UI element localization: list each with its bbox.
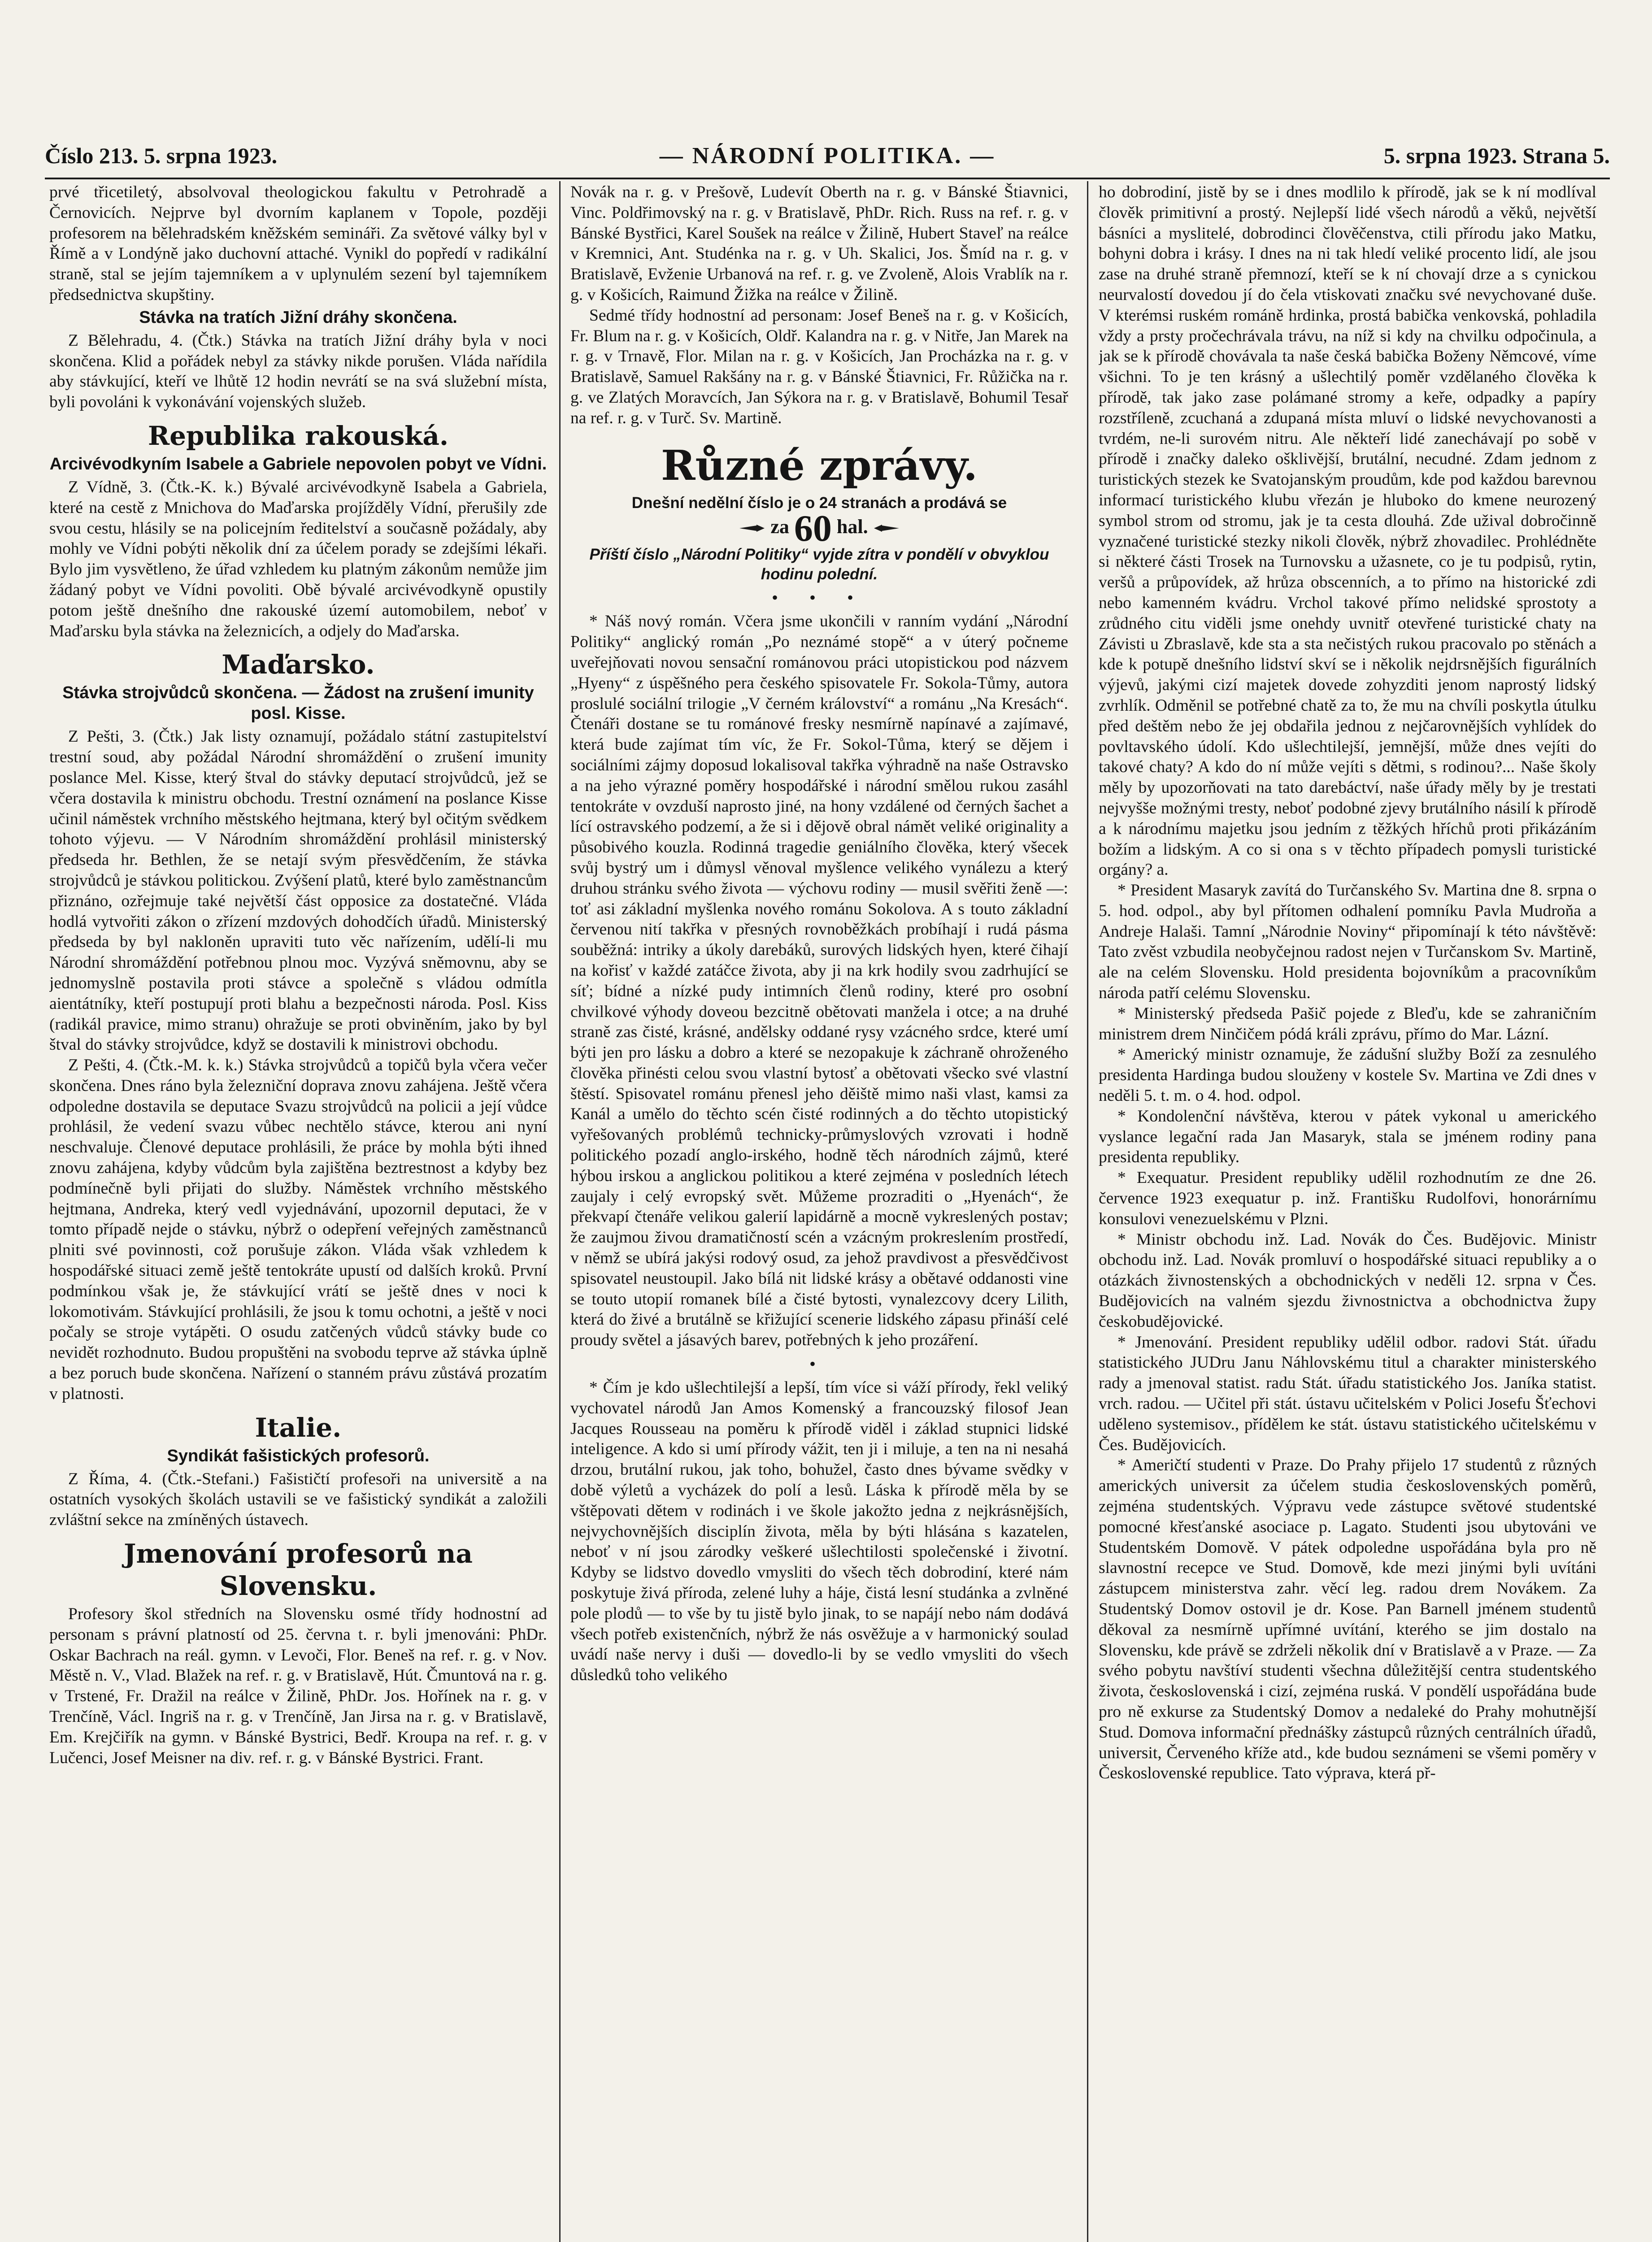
separator-dots: • [809,1354,829,1374]
price-prefix: za [770,515,789,538]
column-rule-1 [559,181,561,2242]
article-text: Profesory škol středních na Slovensku osmé třídy hodnostní ad personam s právní platností od 25. června t. r. byli jmenováni: PhDr. Oskar Bachrach na reál. gymn. v Levoči, Flor. Beneš na ref. r. g. v Nov. Městě n. V., Vlad. Blažek na ref. r. g. v Bratislavě, Hút. Čmuntová na r. g. v Trstené, Fr. Dražil na reálce v Žilině, PhDr. Jos. Hořínek na r. g. v Trenčíně, Václ. Ingriš na r. g. v Trenčíně, Jan Jirsa na r. g. v Bratislavě, Em. Krejčiřík na gymn. v Bánské Bystrici, Bedř. Kroupa na ref. r. g. v Lučenci, Josef Meisner na div. ref. r. g. v Bánské Bystrici. Frant. [49,1605,547,1767]
page-header [45,143,1610,172]
article-text: Sedmé třídy hodnostní ad personam: Josef Beneš na r. g. v Košicích, Fr. Blum na r. g. v Košicích, Oldř. Kalandra na r. g. v Nitře, Jan Marek na r. g. v Trnavě, Flor. Milan na r. g. v Košicích, Jan Procházka na r. g. v Bratislavě, Samuel Rakšány na r. g. v Bánské Štiavnici, Fr. Růžička na r. g. ve Zlatých Moravcích, Jan Sýkora na r. g. v Bratislavě, Bohumil Tesař na ref. r. g. v Turč. Sv. Martině. [570,306,1068,427]
article-text: * President Masaryk zavítá do Turčanského Sv. Martina dne 8. srpna o 5. hod. odpol., aby byl přítomen odhalení pomníku Pavla Mudroňa a Andreje Halaši. Tamní „Národnie Noviny“ připomínají k této návštěvě: Tato zvěst vzbudila neobyčejnou radost nejen v Turčanskom Sv. Martině, ale na celém Slovensku. Hold presidenta bojovníkům a pracovníkům národa patří celému Slovensku. [1099,881,1596,1003]
section-title: Italie. [255,1412,342,1443]
article-text: * Exequatur. President republiky udělil rozhodnutím ze dne 26. července 1923 exequatur p. inž. Františku Rudolfovi, honorárnímu konsulovi venezuelskému v Plzni. [1099,1169,1596,1228]
section-title: Maďarsko. [222,649,375,680]
header-rule [45,178,1610,179]
issue-number: Číslo 213. 5. srpna 1923. [45,143,278,168]
column-3 [1099,182,1596,2242]
article-continuation: prvé třicetiletý, absolvoval theologickou fakultu v Petrohradě a Černovicích. Nejprve byl dvorním kaplanem v Topole, později profesorem na bělehradském kněžském semináři. Za světové války byl v Římě a v Londýně jako duchovní attaché. Vynikl do popředí v radikální straně, stal se jejím tajemníkem a v uplynulém sezení byl tajemníkem předsednictva skupštiny. [49,183,547,304]
issue-notice: Dnešní nedělní číslo je o 24 stranách a prodává se [631,494,1007,512]
article-text: Z Říma, 4. (Čtk.-Stefani.) Fašističtí profesoři na universitě a na ostatních vysokých školách ustavili se ve fašistický syndikát a založili zvláštní sekce na zmíněných ústavech. [49,1469,547,1529]
article-text: * Jmenování. President republiky udělil odbor. radovi Stát. úřadu statistického JUDru Janu Náhlovskému titul a charakter ministerského rady a jmenoval statist. radu Stát. úřadu statistického Jos. Janíka statist. vrch. radou. — Učitel při stát. ústavu učitelském v Polici Josefu Šťechovi uděleno systemisov., přídělem ke stát. ústavu statistického učitelskému v Čes. Budějovicích. [1099,1333,1596,1454]
next-issue-notice: Příští číslo „Národní Politiky“ vyjde zítra v pondělí v obvyklou hodinu polední. [589,546,1049,583]
article-text: * Kondolenční návštěva, kterou v pátek vykonal u amerického vyslance legační rada Jan Masaryk, stala se jménem rodiny pana presidenta republiky. [1099,1107,1596,1167]
price-notice [570,507,1068,549]
price-unit: hal. [836,515,868,538]
masthead-title: — NÁRODNÍ POLITIKA. — [659,143,996,169]
article-text: Z Bělehradu, 4. (Čtk.) Stávka na tratích Jižní dráhy byla v noci skončena. Klid a pořádek nebyl za stávky nikde porušen. Vláda nařídila aby stávkující, kteří ve lhůtě 12 hodin nevrátí se na svá služební místa, byli povoláni k vykonávání vojenských služeb. [49,331,547,412]
article-continuation: Novák na r. g. v Prešově, Ludevít Oberth na r. g. v Bánské Štiavnici, Vinc. Poldřimovský na r. g. v Bratislavě, PhDr. Rich. Russ na ref. r. g. v Bánské Bystřici, Karel Soušek na reálce v Žilině, Hubert Staveľ na reálce v Kremnici, Ant. Studénka na r. g. v Uh. Skalici, Jos. Šmíd na r. g. v Bratislavě, Evženie Urbanová na ref. r. g. ve Zvoleně, Alois Vrablík na r. g. v Košicích, Raimund Žižka na reálce v Žilině. [570,183,1068,304]
article-text: * Ministr obchodu inž. Lad. Novák do Čes. Budějovic. Ministr obchodu inž. Lad. Novák promluví o hospodářské situaci republiky a o otázkách živnostenských a obchodnických v neděli 12. srpna v Čes. Budějovicích na valném sjezdu živnostnictva a obchodnictva župy českobudějovické. [1099,1230,1596,1331]
article-text: Z Pešti, 4. (Čtk.-M. k. k.) Stávka strojvůdců a topičů byla včera večer skončena. Dnes ráno byla železniční doprava znovu zahájena. Ještě včera odpoledne dostavila se deputace Svazu strojvůdců na policii a její vůdce prohlásil, že vedení svazu vůbec nechtělo stávce, kterou ani nyní neschvaluje. Členové deputace prohlásili, že práce by mohla býti ihned znovu zahájena, kdyby vůdcům byla zajištěna beztrestnost a kdyby bez podmínečně byli přijati do služby. Náměstek vrchního městského hejtmana, Andreka, který vedl vyjednávání, upozornil deputaci, že v tomto případě nejde o stávku, nýbrž o odepření veřejných zaměstnanců plniti své povinnosti, což porušuje zákon. Vláda však vzhledem k hospodářské situaci země ještě tentokráte upustí od dalších kroků. První podmínkou však je, že stávkující vrátí se ještě dnes v noci k lokomotivám. Stávkující prohlásili, že jsou k tomu ochotni, a ještě v noci počaly se stroje vytápěti. O osudu zatčených vůdců stávky bude co nevidět rozhodnuto. Budou propuštěni na svobodu teprve až stávka úplně a bez poruch bude skončena. Nařízení o stanném právu zůstává prozatím v platnosti. [49,1056,547,1403]
pointing-hand-icon [873,523,900,534]
article-text: Z Vídně, 3. (Čtk.-K. k.) Bývalé arcivévodkyně Isabela a Gabriela, které na cestě z Mnichova do Maďarska projížděly Vídní, přerušily zde svou cestu, hlásily se na policejním ředitelství a současně požádaly, aby mohly ve Vídni pobýti několik dní za účelem porady se zdejšími lékaři. Bylo jim vysvětleno, že úřad vzhledem ku platným zákonům nemůže jim žádaný pobyt ve Vídni povoliti. Obě bývalé arcivévodkyně opustily potom ještě dnešního dne rakouské území automobilem, neboť v Maďarsku byla stávka na železnicích, a odjely do Maďarska. [49,478,547,640]
article-text: * Čím je kdo ušlechtilejší a lepší, tím více si váží přírody, řekl veliký vychovatel národů Jan Amos Komenský a francouzský filosof Jean Jacques Rousseau na poměru k přírodě viděl i základ stupnici lidské inteligence. A kdo si umí přírody vážit, ten ji i miluje, a ten na ni nesahá drzou, brutální rukou, jak toho, bohužel, často dnes bývame svědky v době výletů a vycházek do polí a lesů. Láska k přírodě měla by se vštěpovati dětem v rodinách i ve škole jakožto jedna z nejkrásnějších, nejvychovnějších disciplín života, měla by býti hlásána s kazatelen, neboť v ní jsou zárodky veškeré ušlechtilosti společenské i životní. Kdyby se lidstvo dovedlo vmysliti do všech těch dobrodiní, které nám poskytuje živá příroda, zelené luhy a háje, čistá lesní studánka a zvlněné pole plodů — to vše by tu jistě bylo jinak, to se napájí nebo nám dodává všech potřeb existenčních, nýbrž že nás osvěžuje a v harmonický soulad uvádí naše nervy i duši — dovedlo-li by se vedlo vmysliti do všech důsledků toho velikého [570,1378,1068,1685]
column-2 [570,182,1068,2242]
article-text: Z Pešti, 3. (Čtk.) Jak listy oznamují, požádalo státní zastupitelství trestní soud, aby požádal Národní shromáždění o zrušení imunity poslance Mel. Kisse, který štval do stávky deputací strojvůdců, jež se včera dostavila k ministru obchodu. Trestní oznámení na poslance Kisse učinil náměstek vrchního městského hejtmana, který byl očitým svědkem tohoto výjevu. — V Národním shromáždění prohlásil ministerský předseda hr. Bethlen, že se netají svým přesvědčením, že stávka strojvůdců je stávkou politickou. Zvýšení platů, které bylo zaměstnancům přiznáno, ozřejmuje také největší část opposice za dostatečné. Vláda hodlá vytvořiti zákon o zřízení mzdových dohodčích úřadů. Ministerský předseda by byl nakloněn upraviti tuto věc nařízením, udělí-li mu Národní shromáždění potřebnou plnou moc. Vyzývá sněmovnu, aby se jednomyslně postavila proti stávce a společně s vládou odmítla aientátníky, kteří postupují proti blahu a bezpečnosti národa. Posl. Kiss (radikál pravice, mimo stranu) ohražuje se proti obviněním, jako by byl štval do stávky strojvůdce, když se dostavili k ministrovi obchodu. [49,727,547,1054]
section-title: Různé zprávy. [661,441,978,490]
separator-dots: • • • [771,587,867,608]
article-text: * Američtí studenti v Praze. Do Prahy přijelo 17 studentů z různých amerických universit za účelem studia československých poměrů, zejména studentských. Výpravu vede zástupce světové studentské pomocné křesťanské asociace p. Lagato. Studenti jsou ubytováni ve Studentském Domově. V pátek odpoledne uspořádána byla pro ně slavnostní recepce ve Stud. Domově, kde mezi jinými byli uvítáni zástupcem ministerstva zahr. věcí leg. radou drem Novákem. Za Studentský Domov ostovil je dr. Kose. Pan Barnell jménem studentů děkoval za nesmírně upřímné uvítání, kterého se jim dostalo na Slovensku, kde právě se zdrželi několik dní v Bratislavě a v Praze. — Za svého pobytu navštíví studenti všechna důležitější centra studentského života, československá i cizí, zejména ruská. V pondělí uspořádána bude pro ně exkurse za Studentský Domov a nedaleké do Prahy mohutnější Stud. Domova informační přednášky zástupců různých centrálních úřadů, universit, Červeného kříže atd., kde budou seznámeni se všemi poměry v Československé republice. Tato výprava, která př- [1099,1456,1596,1783]
column-rule-2 [1087,181,1088,2242]
section-title: Jmenování profesorů na Slovensku. [124,1538,473,1602]
section-title: Republika rakouská. [148,420,449,451]
article-heading: Stávka na tratích Jižní dráhy skončena. [139,308,457,327]
article-text: * Ministerský předseda Pašič pojede z Bleďu, kde se zahraničním ministrem drem Ninčičem pódá králi zprávu, přímo do Mar. Lázní. [1099,1004,1596,1043]
page-number: 5. srpna 1923. Strana 5. [1383,143,1610,168]
article-text: * Náš nový román. Včera jsme ukončili v ranním vydání „Národní Politiky“ anglický román „Po neznámé stopě“ a v úterý počneme uveřejňovati novou sensační románovou práci utopistickou pod názvem „Hyeny“ z úspěšného pera českého spisovatele Fr. Sokola-Tůmy, autora proslulé sociální trilogie „V černém království“ a románu „Na Kresách“. Čtenáři dostane se tu románové fresky nesmírně napínavé a zajímavé, která bude zajímat tím víc, že Fr. Sokol-Tůma, který se dějem i sociálními zájmy doposud lokalisoval takřka výhradně na naše Ostravsko a na jeho výrazné poměry hospodářské i národní smělou rukou zasáhl tentokráte v ovzduší naprosto jiné, na hony vzdálené od černých šachet a lící ostravského podzemí, a že si i dějově obral námět veliké originality a působivého kouzla. Rodinná tragedie geniálního člověka, který všecek svůj bystrý um i důmysl věnoval myšlence velikého vynálezu a který druhou stránku svého života — výchovu rodiny — musil svěřiti ženě —: toť asi základní myšlenka nového románu Sokolova. A s touto základní červenou nití takřka v přesných rovnoběžkách probíhají i rudá pásma souběžná: intriky a úkoly darebáků, surových lidských hyen, které čihají na kořisť v každé zatáčce života, aby ji na krk hodily svou zadrhující se síť; bídné a nízké pudy intimních členů rodiny, které pro osobní chvilkové výhody doveou bezcitně obětovati manžela i otce; a na druhé straně zas čisté, krásné, andělsky oddané rysy vzácného srdce, které umí býti jen pro lásku a dobro a které se nezopakuje k záchraně ohroženého člověka přinésti celou svou vlastní bytosť a obětovati všecko své vlastní štěstí. Spisovatel románu přenesl jeho děiště mimo naši vlast, kamsi za Kanál a umělo do těchto scén čisté rodinných a do těchto utopistický vyřešovaných problémů technicky-průmyslových vzrovati i hodně politického pozadí anglo-irského, hodně těch národních zájmů, které hýbou irskou a anglickou politikou a které zejména v posledních létech zaujaly i celý evropský svět. Můžeme prozraditi o „Hyenách“, že překvapí čtenáře velikou galerií lapidárně a mocně vykreslených postav; že zaujmou živou dramatičností scén a vzácným prokreslením prostředí, v němž se ubírá jakýsi rodový osud, za jehož pravdivost a přesvědčivost spisovatel neustoupil. Jako bílá nit lidské krásy a obětavé oddanosti vine se touto utopií romanek bílé a čisté bytosti, vynalezcovy dcery Lilith, která do živé a brutálně se křižující scenerie lidského zápasu přináší celé proudy světel a jásavých barev, potřebných k jeho prozáření. [570,612,1068,1350]
article-heading: Arcivévodkyním Isabele a Gabriele nepovolen pobyt ve Vídni. [49,454,547,474]
article-heading: Syndikát fašistických profesorů. [167,1446,430,1465]
article-text: * Americký ministr oznamuje, že zádušní služby Boží za zesnulého presidenta Hardinga budou slouženy v kostele Sv. Martina ve Zdi dnes v neděli 5. t. m. o 4. hod. odpol. [1099,1045,1596,1105]
column-1 [49,182,547,2242]
article-continuation: ho dobrodiní, jistě by se i dnes modlilo k přírodě, jak se k ní modlíval člověk primitivní a prostý. Nejlepší lidé všech národů a věků, největší básníci a myslitelé, dobrodinci člověčenstva, ctili přírodu jako Matku, bohyni dobra i krásy. I dnes na ni tak hledí veliké procento lidí, ale jsou zase na druhé straně přemnozí, kteří se k ní chovají drze a s cynickou neurvalostí dovedou jí do čela vtiskovati značku své nevychované duše. V kterémsi ruském románě hrdinka, prostá babička venkovská, pohladila vždy a prsty pročechrávala trávu, na níž si kdy na chvilku odpočinula, a jak se k přírodě chovávala ta naše česká babička Boženy Němcové, víme všichni. To je ten krásný a ušlechtilý poměr vzdělaného člověka k přírodě, tak jako zase polámané stromy a keře, odpadky a papíry rozstříleně, zcuchaná a zdupaná místa mluví o lidské nevychovanosti a tvrdém, ne-li surovém nitru. Ale někteří lidé zanechávají po sobě v přírodě i značky daleko ošklivější, brutální, necudné. Zdam jednom z turistických stezek ke Svatojanským proudům, kde pod každou barevnou informací turistického klubu vřezán je hluboko do kmene neurozený symbol strom od stromu, jak je ta cesta dlouhá. Zde užival dobročinně vyznačené turistické stezky nikoli člověk, nýbrž zhovadilec. Prohlédněte si některé části Trosek na Turnovsku a užasnete, co je tu podpisů, rytin, veršů a průpovídek, až hrůza obscenních, a to přímo na historické zdi nebo kamenném kvádru. Vrchol takové přímo nelidské sprostoty a zrůdného citu viděli jsme onehdy uvnitř otevřené turistické chaty na Závisti u Zbraslavě, kde sta a sta nečistých rukou pracovalo po stěnách a kde k potupě dnešního lidství skví se i několik nejdrsnějších figurálních výjevů, jakými cizí majetek dovede zohyzditi jenom naprostý lidský zvrhlík. Odměnil se potřebné chatě za to, že mu na chvíli poskytla útulku před deštěm nebo že jej obdařila jednou z nejčarovnějších vyhlídek do povltavského údolí. Kdo ušlechtilejší, jemnější, může dnes vejíti do takové chaty? A kdo do ní může vejíti s dětmi, s rodinou?... Naše školy měly by upozorňovati na tato darebáctví, naše úřady měly by je trestati nejvyšše možnými tresty, neboť podobné zjevy brutálního násilí k přírodě a k národnímu majetku jsou jedním z těžkých hříchů proti přikázáním božím a lidským. A co si ona s v těchto případech pomysli turistické orgány? a. [1099,183,1596,879]
article-heading: Stávka strojvůdců skončena. — Žádost na zrušení imunity posl. Kisse. [62,683,534,723]
price-value: 60 [794,507,832,549]
pointing-hand-icon [739,523,765,534]
